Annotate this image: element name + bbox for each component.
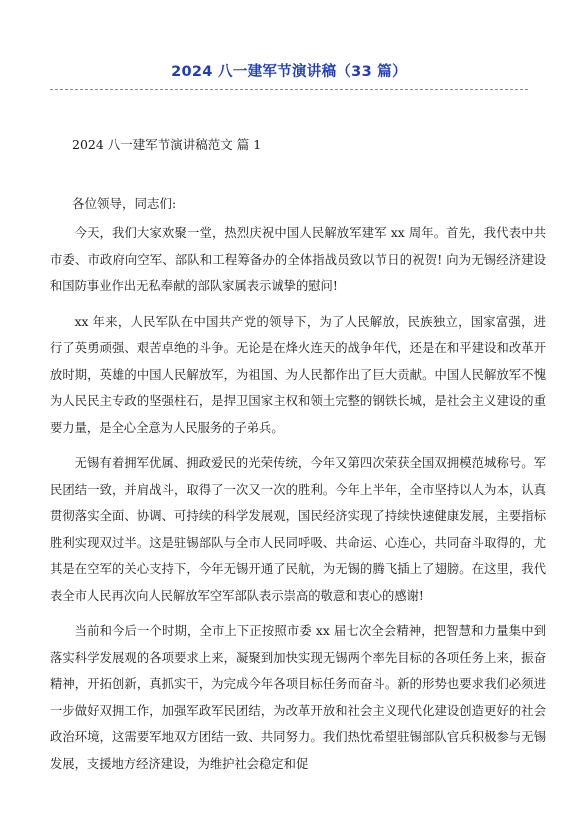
paragraph-1: 今天，我们大家欢聚一堂，热烈庆祝中国人民解放军建军 xx 周年。首先，我代表中共市委、市政府向空军、部队和工程筹备办的全体指战员致以节日的祝贺! 向为无锡经济建设和国防事业作出无私奉献的部队家属表示诚挚的慰问!	[50, 226, 546, 293]
body-text	[50, 220, 546, 786]
salutation: 各位领导，同志们:	[72, 196, 177, 211]
paragraph-2: xx 年来，人民军队在中国共产党的领导下，为了人民解放，民族独立，国家富强，进行了英勇顽强、艰苦卓绝的斗争。无论是在烽火连天的战争年代，还是在和平建设和改革开放时期，英雄的中国人民解放军，为祖国、为人民都作出了巨大贡献。中国人民解放军不愧为人民民主专政的坚强柱石，是捍卫国家主权和领土完整的钢铁长城，是社会主义建设的重要力量，是全心全意为人民服务的子弟兵。	[50, 314, 546, 435]
document-title: 2024 八一建军节演讲稿（33 篇）	[171, 64, 407, 80]
title-divider	[50, 89, 528, 90]
paragraph-3: 无锡有着拥军优属、拥政爱民的光荣传统，今年又第四次荣获全国双拥模范城称号。军民团结一致，并肩战斗，取得了一次又一次的胜利。今年上半年，全市坚持以人为本，认真贯彻落实全面、协调、可持续的科学发展观，国民经济实现了持续快速健康发展，主要指标胜利实现双过半。这是驻锡部队与全市人民同呼吸、共命运、心连心，共同奋斗取得的，尤其是在空军的关心支持下，今年无锡开通了民航，为无锡的腾飞插上了翅膀。在这里，我代表全市人民再次向人民解放军空军部队表示崇高的敬意和衷心的感谢!	[50, 456, 546, 603]
paragraph-4: 当前和今后一个时期，全市上下正按照市委 xx 届七次全会精神，把智慧和力量集中到落实科学发展观的各项要求上来，凝聚到加快实现无锡两个率先目标的各项任务上来，振奋精神，开拓创新，真抓实干，为完成今年各项目标任务而奋斗。新的形势也要求我们必须进一步做好双拥工作，加强军政军民团结，为改革开放和社会主义现代化建设创造更好的社会政治环境，这需要军地双方团结一致、共同努力。我们热忱希望驻锡部队官兵积极参与无锡发展，支援地方经济建设，为维护社会稳定和促	[50, 624, 546, 771]
section-heading: 2024 八一建军节演讲稿范文 篇 1	[72, 137, 262, 152]
